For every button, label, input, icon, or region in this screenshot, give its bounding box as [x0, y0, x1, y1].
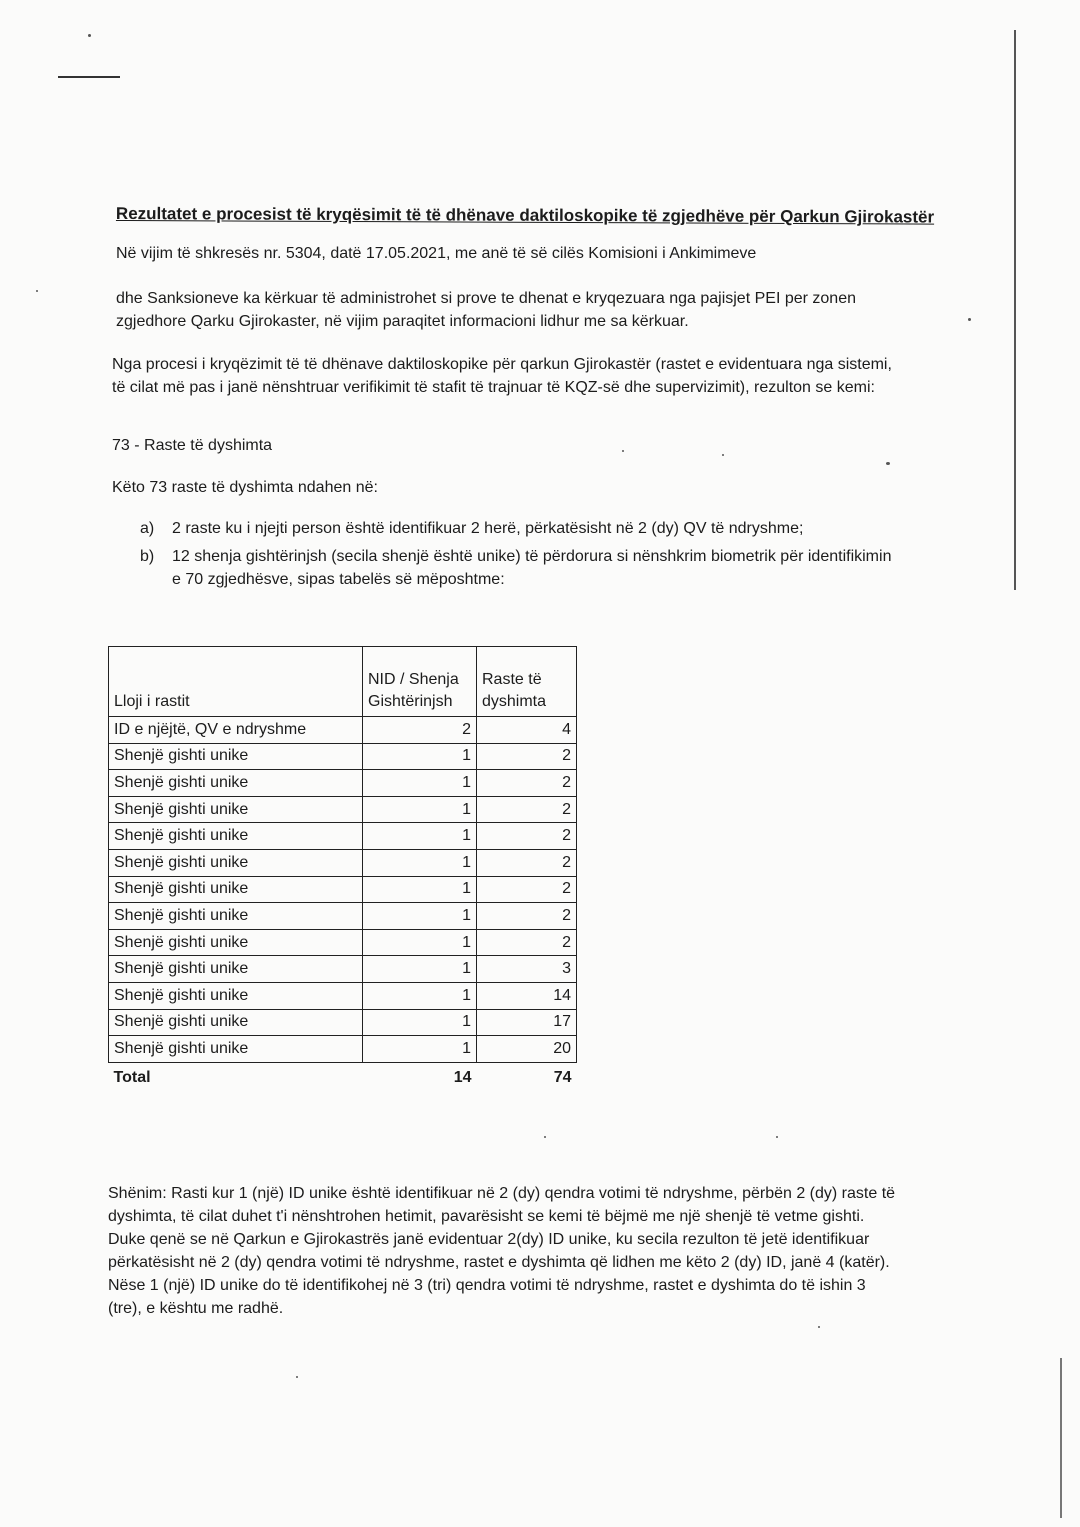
cell-case-type: Shenjë gishti unike — [109, 876, 363, 903]
cell-case-type: Shenjë gishti unike — [109, 1009, 363, 1036]
cell-suspicious: 2 — [477, 903, 577, 930]
cell-nid: 1 — [363, 982, 477, 1009]
cell-case-type: Shenjë gishti unike — [109, 849, 363, 876]
cell-case-type: Shenjë gishti unike — [109, 982, 363, 1009]
column-header-case-type: Lloji i rastit — [109, 647, 363, 717]
cell-case-type: Shenjë gishti unike — [109, 770, 363, 797]
table-row — [109, 956, 577, 983]
scan-speck — [818, 1326, 820, 1328]
scan-speck — [296, 1376, 298, 1378]
table-row — [109, 1036, 577, 1063]
table-row — [109, 770, 577, 797]
table-row — [109, 743, 577, 770]
list-item-text: 12 shenja gishtërinjsh (secila shenjë është unike) të përdorura si nënshkrim biometrik për identifikimin e 70 zgjedhësve, sipas tabelës së mëposhtme: — [172, 548, 892, 588]
cell-nid: 1 — [363, 929, 477, 956]
scan-border-right — [1014, 30, 1016, 590]
table-row — [109, 903, 577, 930]
table-row — [109, 876, 577, 903]
scan-speck — [36, 290, 38, 292]
table-total-row — [109, 1062, 577, 1090]
cell-nid: 1 — [363, 903, 477, 930]
cell-case-type: Shenjë gishti unike — [109, 929, 363, 956]
cell-case-type: Shenjë gishti unike — [109, 743, 363, 770]
cell-nid: 1 — [363, 1036, 477, 1063]
scan-speck — [544, 1136, 546, 1138]
process-paragraph: Nga procesi i kryqëzimit të të dhënave daktiloskopike për qarkun Gjirokastër (rastet e evidentuara nga sistemi, të cilat më pas i janë nënshtruar verifikimit të stafit të trajnuar të KQZ-së dhe supervizimit), rezulton se kemi: — [112, 356, 892, 396]
cell-suspicious: 2 — [477, 770, 577, 797]
scan-mark — [58, 76, 120, 78]
table-header-row — [109, 647, 577, 717]
scan-speck — [776, 1136, 778, 1138]
cell-suspicious: 2 — [477, 743, 577, 770]
scan-speck — [886, 462, 890, 465]
table-row — [109, 717, 577, 744]
split-intro: Këto 73 raste të dyshimta ndahen në: — [112, 479, 378, 496]
cell-suspicious: 2 — [477, 876, 577, 903]
scan-speck — [722, 454, 724, 456]
cell-suspicious: 4 — [477, 717, 577, 744]
scan-speck — [968, 318, 971, 321]
cell-nid: 1 — [363, 823, 477, 850]
cell-suspicious: 2 — [477, 929, 577, 956]
list-item-text: 2 raste ku i njejti person është identifikuar 2 herë, përkatësisht në 2 (dy) QV të ndryshme; — [172, 520, 804, 537]
document-title: Rezultatet e procesist të kryqësimit të të dhënave daktiloskopike të zgjedhëve për Qarkun Gjirokastër — [115, 204, 935, 227]
cell-nid: 1 — [363, 796, 477, 823]
cell-nid: 1 — [363, 876, 477, 903]
cell-case-type: ID e njëjtë, QV e ndryshme — [109, 717, 363, 744]
cell-case-type: Shenjë gishti unike — [109, 956, 363, 983]
scan-border-right-lower — [1060, 1358, 1062, 1518]
cell-nid: 1 — [363, 849, 477, 876]
cell-suspicious: 3 — [477, 956, 577, 983]
table-row — [109, 982, 577, 1009]
cell-case-type: Shenjë gishti unike — [109, 823, 363, 850]
cell-case-type: Shenjë gishti unike — [109, 1036, 363, 1063]
table-row — [109, 849, 577, 876]
column-header-suspicious: Raste të dyshimta — [477, 647, 577, 717]
scan-speck — [622, 450, 624, 452]
note-paragraph: Shënim: Rasti kur 1 (një) ID unike është identifikuar në 2 (dy) qendra votimi të ndryshme, përbën 2 (dy) raste të dyshimta, të cilat duhet t'i nënshtrohen hetimit, pavarësisht se kemi të bëjmë me një shenjë të vetme gishti. Duke qenë se në Qarkun e Gjirokastrës janë evidentuar 2(dy) ID unike, ku secila rezulton të jetë identifikuar përkatësisht në 2 (dy) qendra votimi të ndryshme, rastet e dyshimta që lidhen me këto 2 (dy) ID, janë 4 (katër). Nëse 1 (një) ID unike do të identifikohej në 3 (tri) qendra votimi të ndryshme, rastet e dyshimta do të ishin 3 (tre), e kështu me radhë. — [108, 1185, 896, 1317]
cell-nid: 2 — [363, 717, 477, 744]
cell-nid: 1 — [363, 743, 477, 770]
column-header-nid: NID / Shenja Gishtërinjsh — [363, 647, 477, 717]
cell-case-type: Shenjë gishti unike — [109, 903, 363, 930]
suspicious-cases-table — [108, 646, 577, 1090]
cell-suspicious: 20 — [477, 1036, 577, 1063]
list-marker: b) — [140, 548, 155, 565]
cell-nid: 1 — [363, 770, 477, 797]
cell-suspicious: 17 — [477, 1009, 577, 1036]
cell-case-type: Shenjë gishti unike — [109, 796, 363, 823]
total-label: Total — [113, 1068, 151, 1086]
suspicious-count: 73 - Raste të dyshimta — [112, 437, 273, 454]
table-row — [109, 1009, 577, 1036]
cell-suspicious: 2 — [477, 796, 577, 823]
cell-nid: 1 — [363, 956, 477, 983]
table-row — [109, 796, 577, 823]
table-row — [109, 929, 577, 956]
cell-suspicious: 2 — [477, 823, 577, 850]
table-row — [109, 823, 577, 850]
total-suspicious: 74 — [553, 1068, 572, 1086]
cell-nid: 1 — [363, 1009, 477, 1036]
intro-paragraph: dhe Sanksioneve ka kërkuar të administrohet si prove te dhenat e kryqezuara nga pajisjet PEI per zonen zgjedhore Qarku Gjirokaster, në vijim paraqitet informacioni lidhur me sa kërkuar. — [116, 290, 856, 330]
scan-speck — [88, 34, 91, 37]
list-marker: a) — [140, 520, 155, 537]
total-nid: 14 — [453, 1068, 472, 1086]
cell-suspicious: 14 — [477, 982, 577, 1009]
intro-line: Në vijim të shkresës nr. 5304, datë 17.05.2021, me anë të së cilës Komisioni i Ankimimeve — [116, 245, 757, 262]
cell-suspicious: 2 — [477, 849, 577, 876]
